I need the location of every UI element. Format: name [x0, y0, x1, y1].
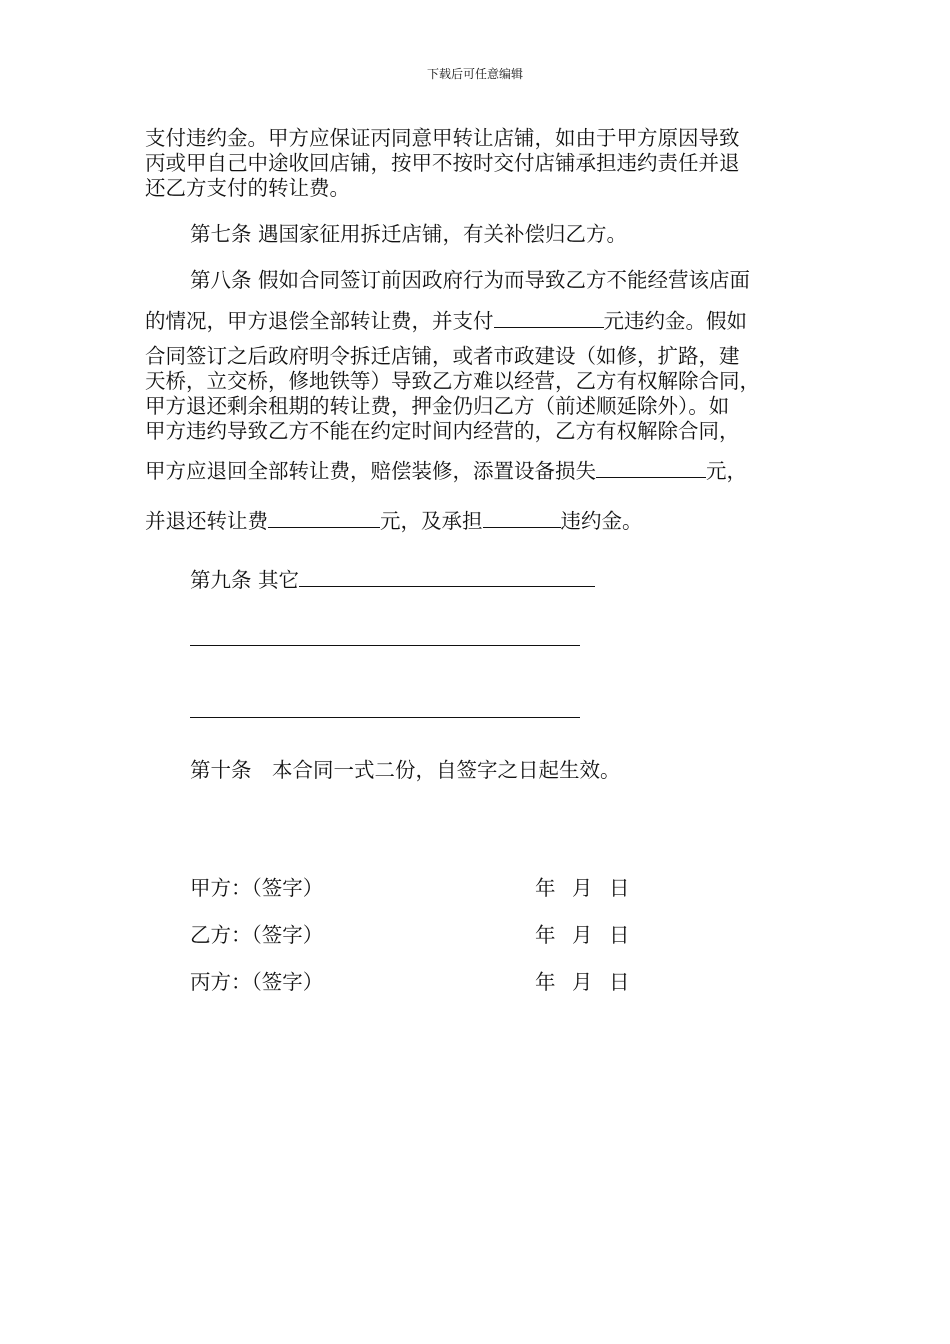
text-segment: 的情况，甲方退偿全部转让费，并支付 — [145, 309, 494, 333]
text-line: 甲方退还剩余租期的转让费，押金仍归乙方（前述顺延除外）。如 — [145, 394, 730, 418]
text-line: 天桥，立交桥，修地铁等）导致乙方难以经营，乙方有权解除合同， — [145, 369, 760, 393]
text-segment: 违约金。 — [560, 509, 643, 533]
text-line — [145, 307, 747, 333]
clause-10: 第十条 本合同一式二份，自签字之日起生效。 — [190, 758, 621, 782]
text-line: 第八条 假如合同签订前因政府行为而导致乙方不能经营该店面 — [190, 268, 751, 292]
text-line: 合同签订之后政府明令拆迁店铺，或者市政建设（如修，扩路，建 — [145, 344, 740, 368]
text-line: 甲方违约导致乙方不能在约定时间内经营的，乙方有权解除合同， — [145, 419, 740, 443]
clause-9-label: 第九条 其它 — [190, 568, 300, 592]
text-segment: 甲方应退回全部转让费，赔偿装修，添置设备损失 — [145, 459, 596, 483]
text-segment: 元， — [706, 459, 747, 483]
other-terms-line[interactable] — [190, 645, 580, 646]
party-c-signature: 丙方：（签字） — [190, 970, 324, 994]
transfer-fee-blank[interactable] — [268, 507, 380, 528]
page-header: 下载后可任意编辑 — [426, 67, 523, 81]
clause-7: 第七条 遇国家征用拆迁店铺，有关补偿归乙方。 — [190, 222, 628, 246]
text-line: 支付违约金。甲方应保证丙同意甲转让店铺，如由于甲方原因导致 — [145, 126, 740, 150]
penalty-amount-blank[interactable] — [494, 307, 604, 328]
party-c-date: 年 月 日 — [535, 970, 630, 994]
clause-9 — [190, 566, 595, 592]
party-b-date: 年 月 日 — [535, 923, 630, 947]
text-segment: 元违约金。假如 — [603, 309, 747, 333]
penalty-blank[interactable] — [483, 507, 561, 528]
party-a-signature: 甲方：（签字） — [190, 876, 324, 900]
party-b-signature: 乙方：（签字） — [190, 923, 324, 947]
party-a-date: 年 月 日 — [535, 876, 630, 900]
text-line: 还乙方支付的转让费。 — [145, 176, 350, 200]
text-line — [145, 457, 747, 483]
text-segment: 元，及承担 — [380, 509, 483, 533]
text-line: 丙或甲自己中途收回店铺，按甲不按时交付店铺承担违约责任并退 — [145, 151, 740, 175]
equipment-loss-blank[interactable] — [596, 457, 706, 478]
text-line — [145, 507, 643, 533]
text-segment: 并退还转让费 — [145, 509, 268, 533]
other-terms-line[interactable] — [190, 717, 580, 718]
other-terms-blank[interactable] — [299, 566, 595, 587]
